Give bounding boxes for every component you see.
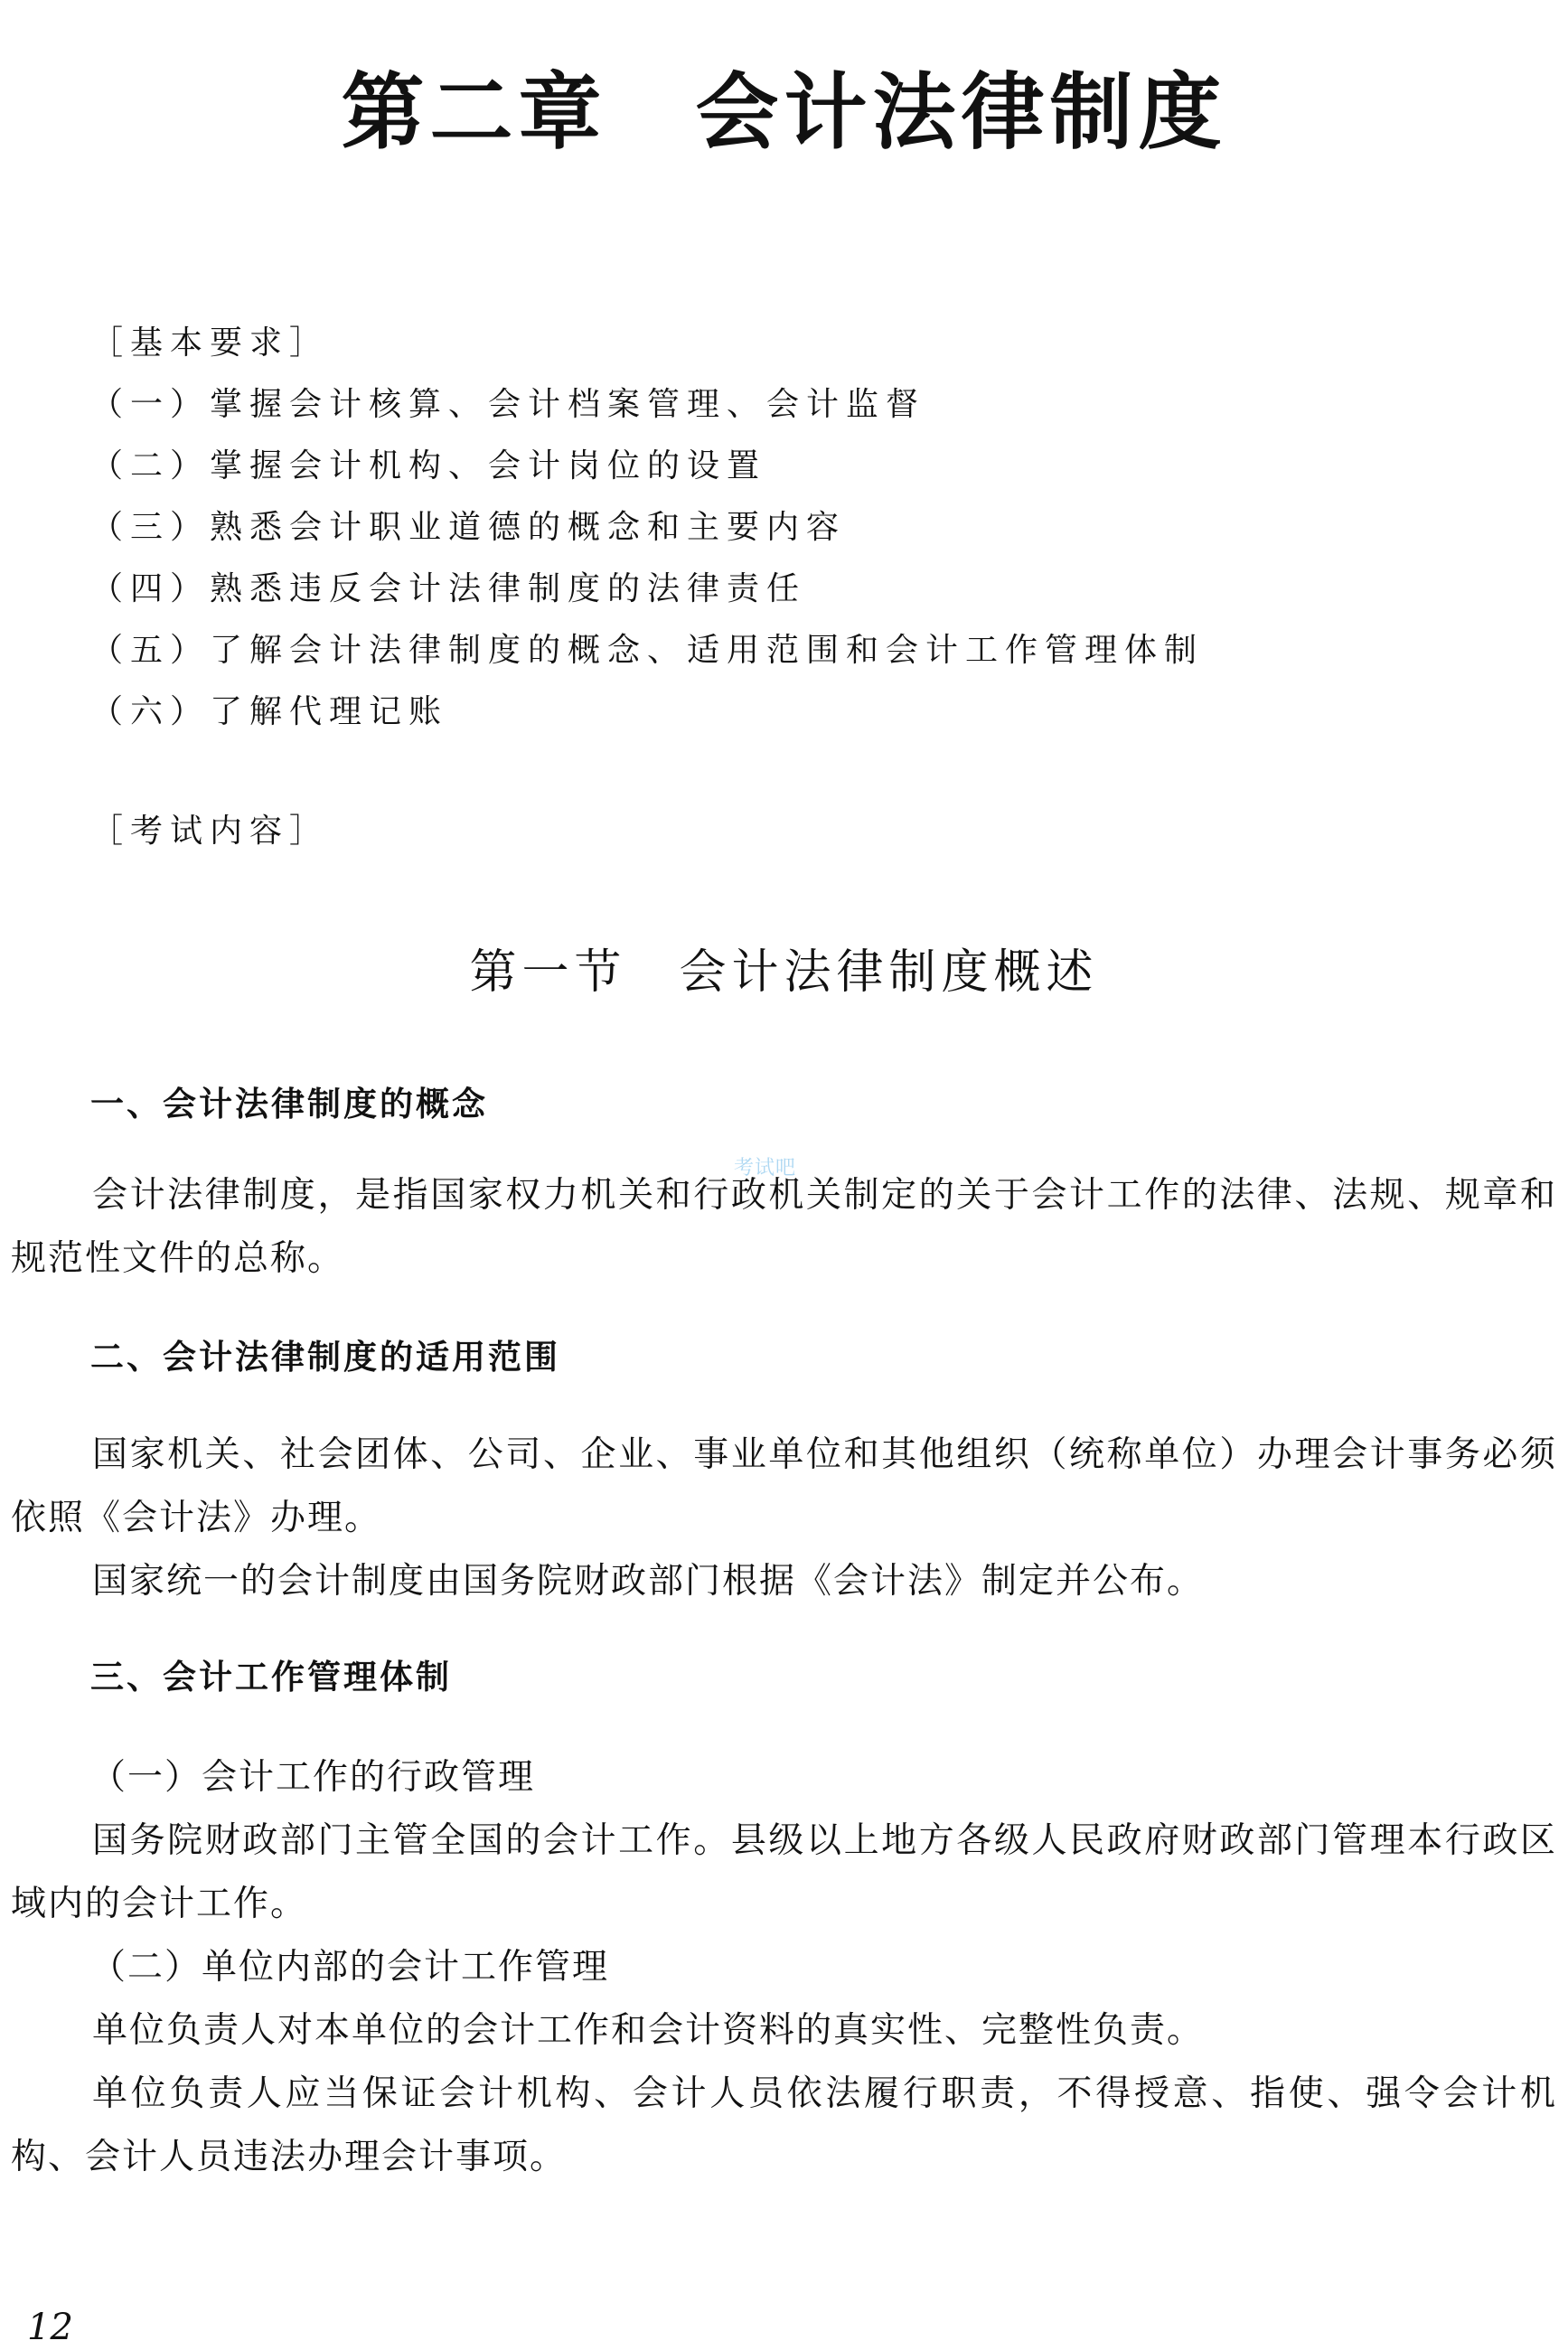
requirement-item: （三）熟悉会计职业道德的概念和主要内容 <box>90 509 847 546</box>
chapter-title: 第二章 会计法律制度 <box>341 64 1227 161</box>
body-paragraph: 会计法律制度，是指国家权力机关和行政机关制定的关于会计工作的法律、法规、规章和规范性文件的总称。 <box>11 1175 1557 1279</box>
watermark: 考试吧 <box>734 1157 797 1180</box>
page-number: 12 <box>27 2307 73 2348</box>
section-title: 第一节 会计法律制度概述 <box>469 945 1099 1000</box>
basic-requirements-heading: ［基本要求］ <box>90 324 330 362</box>
body-paragraph: 国家机关、社会团体、公司、企业、事业单位和其他组织（统称单位）办理会计事务必须依照《会计法》办理。 <box>11 1434 1557 1538</box>
requirement-item: （六）了解代理记账 <box>90 693 449 730</box>
requirement-item: （四）熟悉违反会计法律制度的法律责任 <box>90 570 807 607</box>
part-heading: 三、会计工作管理体制 <box>90 1658 452 1697</box>
subheading: （一）会计工作的行政管理 <box>90 1757 536 1798</box>
exam-content-heading: ［考试内容］ <box>90 813 330 850</box>
part-heading: 二、会计法律制度的适用范围 <box>90 1338 560 1377</box>
part-heading: 一、会计法律制度的概念 <box>90 1085 488 1123</box>
body-paragraph: 单位负责人对本单位的会计工作和会计资料的真实性、完整性负责。 <box>92 2010 1205 2051</box>
body-paragraph: 国家统一的会计制度由国务院财政部门根据《会计法》制定并公布。 <box>92 1561 1205 1602</box>
requirement-item: （一）掌握会计核算、会计档案管理、会计监督 <box>90 386 926 423</box>
requirement-item: （二）掌握会计机构、会计岗位的设置 <box>90 447 767 484</box>
body-paragraph: 单位负责人应当保证会计机构、会计人员依法履行职责，不得授意、指使、强令会计机构、会计人员违法办理会计事项。 <box>11 2073 1557 2177</box>
requirement-item: （五）了解会计法律制度的概念、适用范围和会计工作管理体制 <box>90 632 1205 669</box>
body-paragraph: 国务院财政部门主管全国的会计工作。县级以上地方各级人民政府财政部门管理本行政区域内的会计工作。 <box>11 1820 1557 1924</box>
subheading: （二）单位内部的会计工作管理 <box>90 1947 610 1988</box>
